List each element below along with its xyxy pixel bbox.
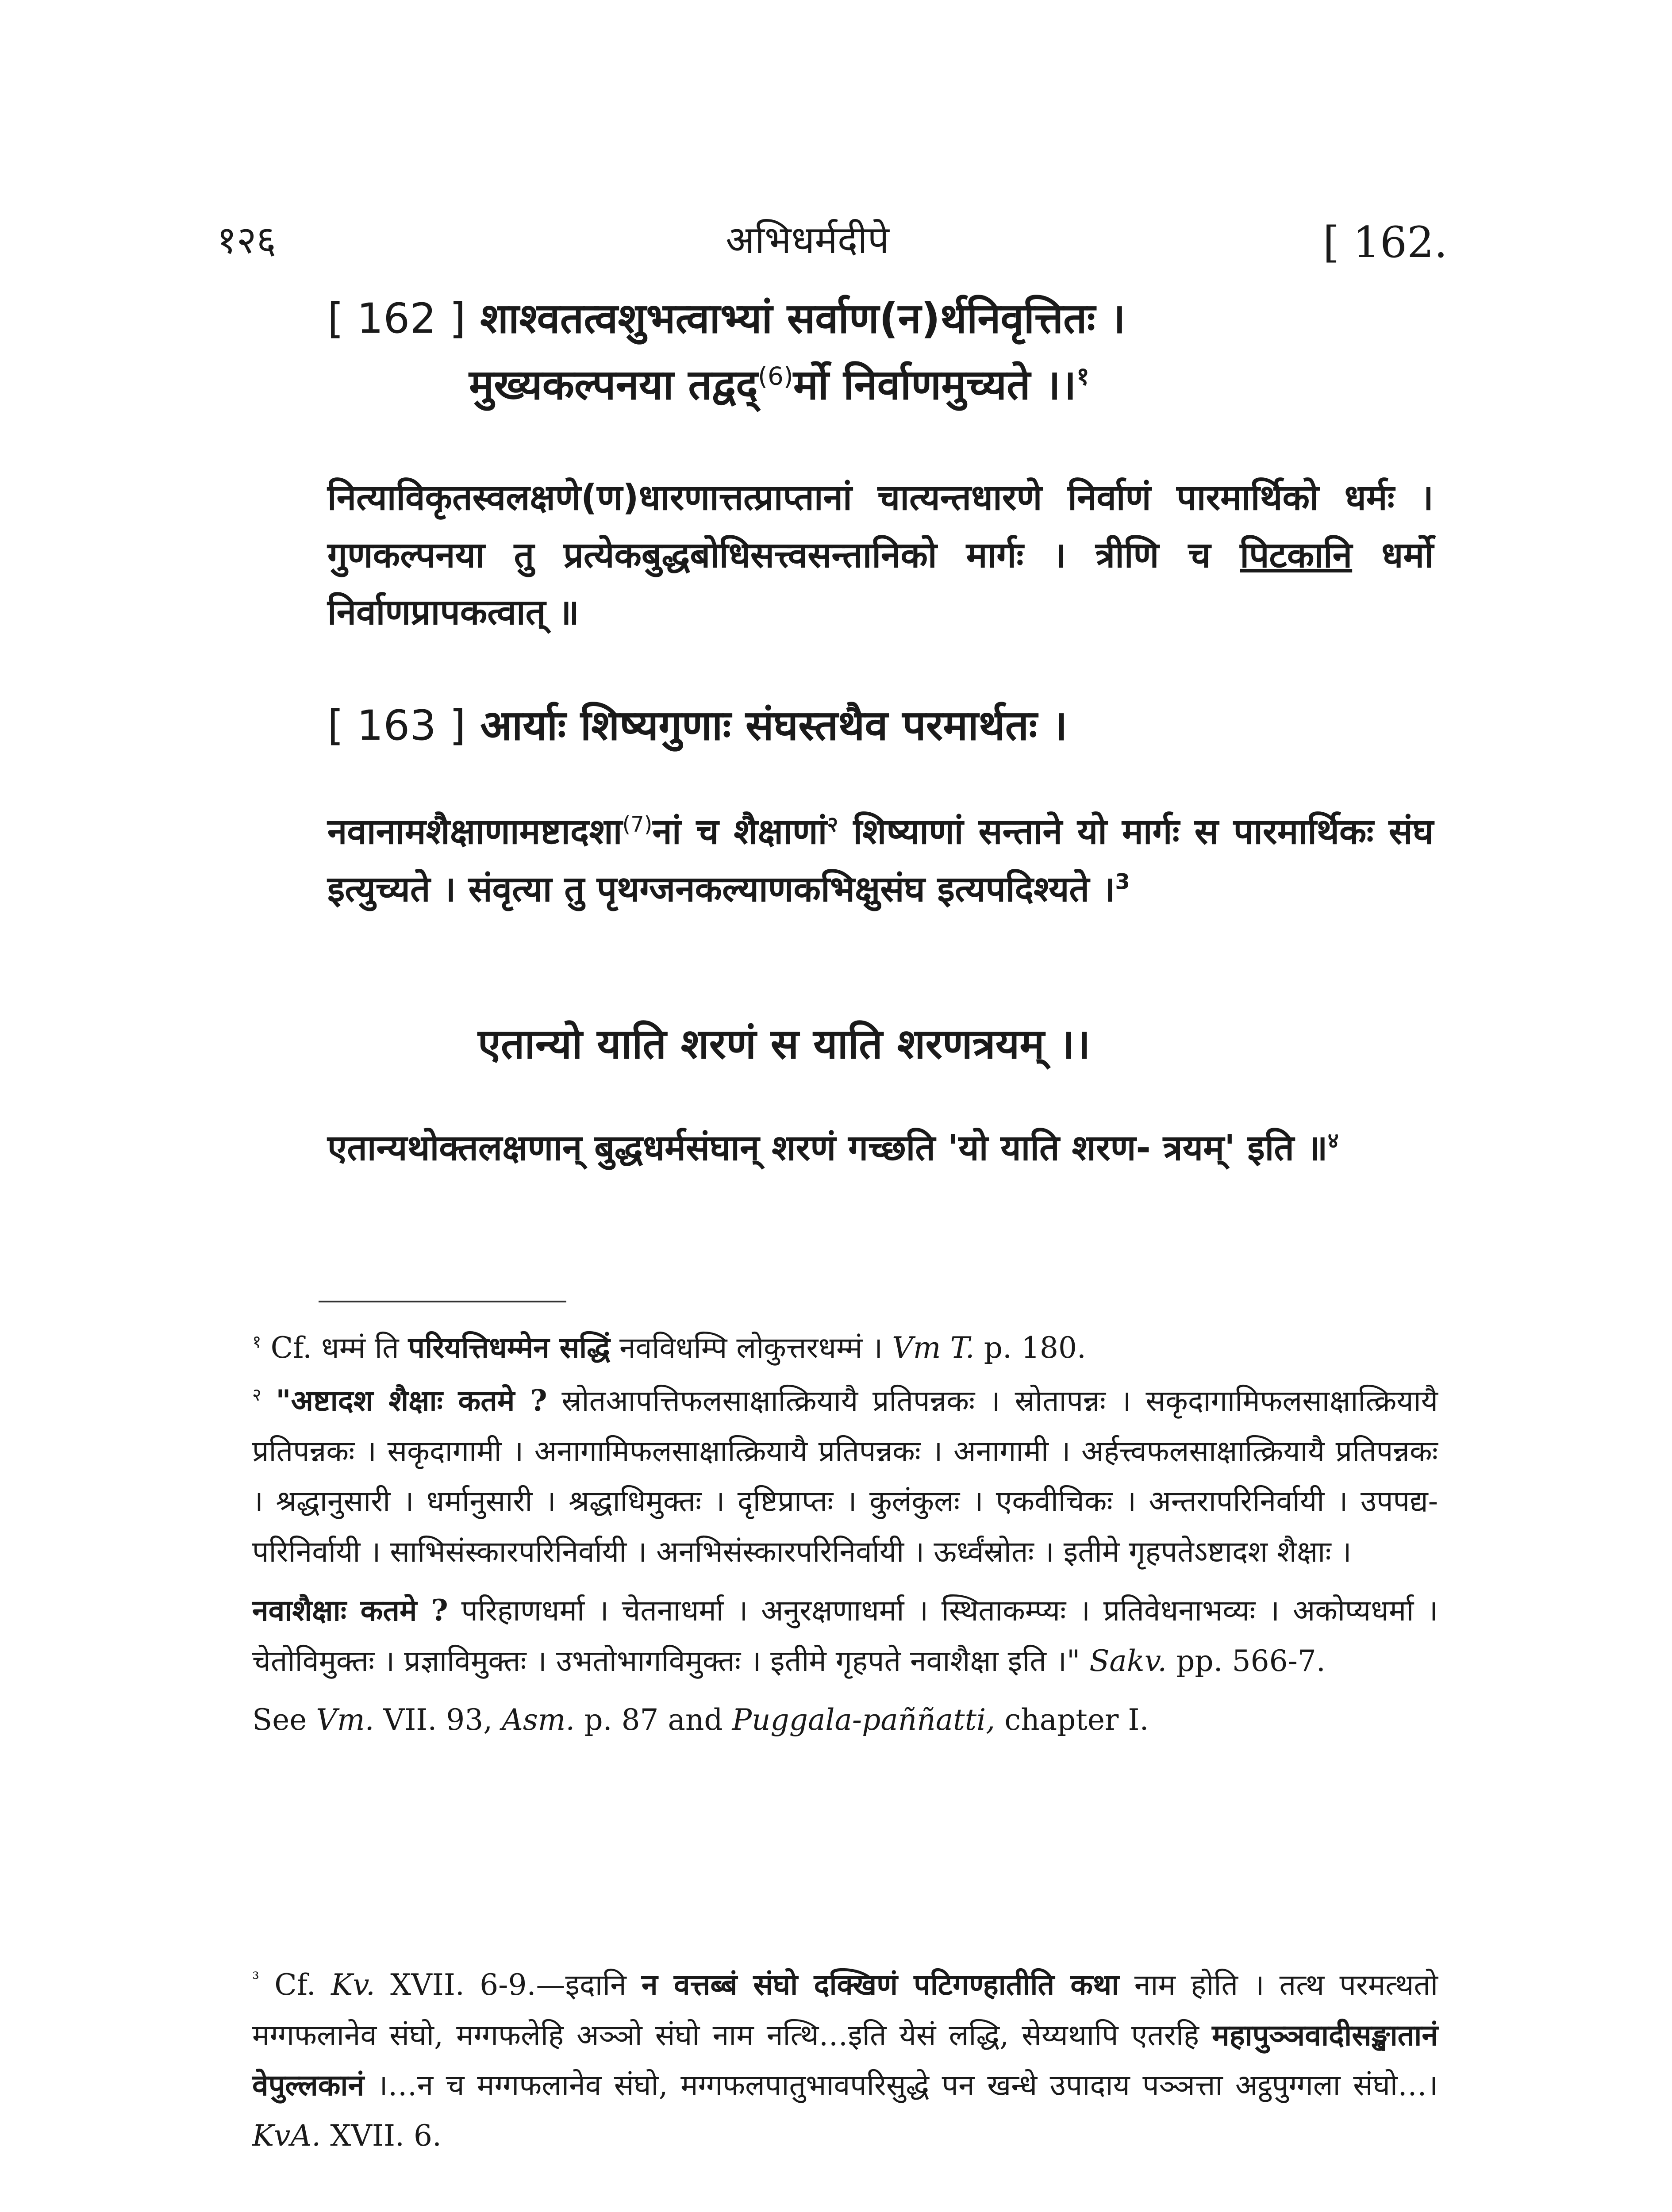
- source-ref: pp. 566-7.: [1176, 1644, 1326, 1678]
- verse-number: [ 162 ]: [327, 295, 466, 343]
- footnote-divider: [319, 1301, 566, 1302]
- footnote-ref: ४: [1327, 1128, 1339, 1153]
- verse-164: एतान्यो याति शरणं स याति शरणत्रयम् ।।: [478, 1020, 1091, 1068]
- commentary-text: धर्मो निर्वाणप्रापकत्वात् ॥: [327, 534, 1434, 633]
- source-abbrev: Kv.: [331, 1968, 375, 2002]
- verse-text: शाश्वतत्वशुभत्वाभ्यां सर्वाण(न)र्थनिवृत्तितः ।: [480, 295, 1126, 343]
- footnote-mark: १: [252, 1332, 261, 1352]
- page-number: १२६: [217, 218, 277, 262]
- verse-text: मुख्यकल्पनया तद्वद्: [469, 361, 758, 409]
- verse-163: [327, 699, 1068, 753]
- verse-text: आर्याः शिष्यगुणाः संघस्तथैव परमार्थतः ।: [480, 702, 1068, 750]
- source-abbrev: Sakv.: [1089, 1644, 1167, 1678]
- footnote-text: chapter I.: [1004, 1703, 1149, 1737]
- verse-162-line-2: [469, 358, 1089, 412]
- footnote-text: परिहाणधर्मा । चेतनाधर्मा । अनुरक्षणाधर्मा । स्थिताकम्प्यः । प्रतिवेधनाभव्यः । अकोप्यधर्मा । चेतोविमुक्तः । प्रज्ञाविमुक्तः । उभतोभागविमुक्तः । इतीमे गृहपते नवाशैक्षा इति ।": [252, 1594, 1438, 1678]
- footnote-ref: 3: [1115, 869, 1130, 894]
- inline-marker: (6): [757, 362, 793, 391]
- footnote-bold-text: "अष्टादश शैक्षाः कतमे ?: [276, 1383, 547, 1418]
- commentary-164: [327, 1119, 1434, 1177]
- footnote-mark: ³: [252, 1969, 259, 1989]
- footnote-text: नवविधम्पि लोकुत्तरधम्मं ।: [619, 1331, 883, 1365]
- footnote-bold-text: परियत्तिधम्मेन सद्धिं: [408, 1330, 611, 1365]
- footnote-ref: १: [1076, 362, 1090, 391]
- verse-text: र्मो निर्वाणमुच्यते ।।: [793, 361, 1076, 409]
- cf-label: Cf.: [270, 1331, 312, 1365]
- footnote-text: VII. 93,: [383, 1703, 493, 1737]
- commentary-163: [327, 803, 1434, 918]
- footnote-text: p. 87 and: [584, 1703, 723, 1737]
- source-abbrev: Asm.: [502, 1703, 575, 1737]
- see-also: [208, 1695, 1438, 1745]
- commentary-text: नां च शैक्षाणां: [652, 811, 827, 852]
- source-abbrev: Vm.: [316, 1703, 374, 1737]
- footnote-bold-text: नवाशैक्षाः कतमे ?: [252, 1593, 448, 1628]
- footnote-text: ।…न च मग्गफलानेव संघो, मग्गफलपातुभावपरिसुद्धे पन खन्धे उपादाय पञ्ञत्ता अट्ठपुग्गला संघो…।: [377, 2068, 1438, 2103]
- source-abbrev: KvA.: [252, 2118, 321, 2153]
- source-abbrev: Puggala-paññatti,: [732, 1703, 996, 1737]
- source-ref: XVII. 6.: [330, 2118, 442, 2153]
- footnote-text: See: [252, 1703, 307, 1737]
- cf-label: Cf.: [274, 1968, 316, 2002]
- footnote-text: धम्मं ति: [321, 1331, 399, 1365]
- commentary-text: नवानामशैक्षाणामष्टादशा: [327, 811, 623, 852]
- commentary-text: शिष्याणां सन्ताने यो मार्गः स पारमार्थिकः संघ इत्युच्यते । संवृत्या तु पृथग्जनकल्याणकभिक्षुसंघ इत्यपदिश्यते ।: [327, 811, 1434, 910]
- source-abbrev: Vm T.: [892, 1331, 975, 1365]
- footnote-2: [208, 1376, 1438, 1745]
- verse-162-line-1: [327, 292, 1126, 346]
- commentary-text: नित्याविकृतस्वलक्षणे(ण)धारणात्तत्प्राप्तानां चात्यन्तधारणे निर्वाणं पारमार्थिको धर्मः । गुणकल्पनया तु प्रत्येकबुद्धबोधिसत्त्वसन्तानिको मार्गः । त्रीणि च: [327, 477, 1434, 576]
- footnote-1: [208, 1323, 1438, 1373]
- source-ref: XVII. 6-9.—इदानि: [390, 1968, 627, 2002]
- inline-marker: (7): [622, 812, 653, 837]
- underlined-term: पिटकानि: [1240, 534, 1353, 576]
- commentary-text: एतान्यथोक्तलक्षणान् बुद्धधर्मसंघान् शरणं गच्छति 'यो याति शरण- त्रयम्' इति ॥: [327, 1127, 1328, 1168]
- source-ref: p. 180.: [984, 1331, 1086, 1365]
- footnote-text: नाम होति । तत्थ परमत्थतो मग्गफलानेव संघो, मग्गफलेहि अञ्ञो संघो नाम नत्थि…इति येसं लद्धि, सेय्यथापि एतरहि: [252, 1968, 1438, 2052]
- footnote-ref: २: [827, 812, 838, 837]
- commentary-162: [327, 469, 1434, 641]
- footnote-mark: २: [252, 1385, 261, 1405]
- section-reference: [ 162.: [1323, 218, 1448, 267]
- running-title: अभिधर्मदीपे: [726, 218, 889, 262]
- footnote-3: [208, 1960, 1438, 2161]
- footnote-text: स्रोतआपत्तिफलसाक्षात्क्रियायै प्रतिपन्नकः । स्रोतापन्नः । सकृदागामिफलसाक्षात्क्रियायै प्रतिपन्नकः । सकृदागामी । अनागामिफलसाक्षात्क्रियायै प्रतिपन्नकः । अनागामी । अर्हत्त्वफलसाक्षात्क्रियायै प्रतिपन्नकः । श्रद्धानुसारी । धर्मानुसारी । श्रद्धाधिमुक्तः । दृष्टिप्राप्तः । कुलंकुलः । एकवीचिकः । अन्तरापरिनिर्वायी । उपपद्य-परिनिर्वायी । साभिसंस्कारपरिनिर्वायी । अनभिसंस्कारपरिनिर्वायी । ऊर्ध्वंस्रोतः । इतीमे गृहपतेऽष्टादश शैक्षाः ।: [252, 1384, 1438, 1569]
- verse-number: [ 163 ]: [327, 702, 466, 750]
- footnote-bold-text: न वत्तब्बं संघो दक्खिणं पटिगण्हातीति कथा: [642, 1967, 1119, 2002]
- footnote-bold-text: महापुञ्ञवादीसङ्खातानं वेपुल्लकानं: [252, 2017, 1438, 2103]
